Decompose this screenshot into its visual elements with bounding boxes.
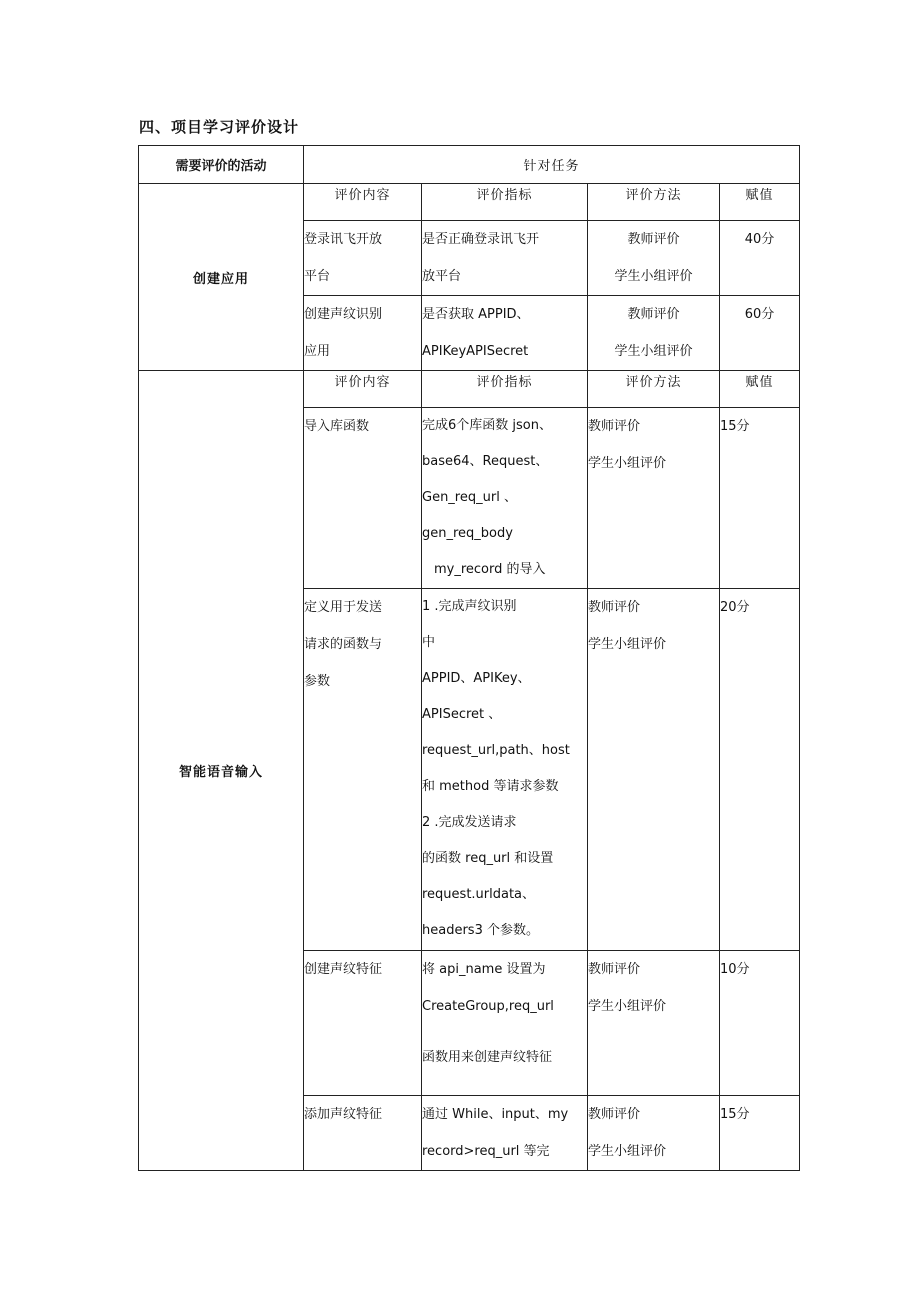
indicator-cell: 完成6个库函数 json、 base64、Request、 Gen_req_url 、 gen_req_body my_record 的导入 [422, 408, 588, 589]
score-cell: 15分 [720, 408, 800, 589]
method-cell: 教师评价 学生小组评价 [588, 408, 720, 589]
method-cell: 教师评价 学生小组评价 [588, 589, 720, 951]
method-cell: 教师评价 学生小组评价 [588, 296, 720, 371]
score-cell: 10分 [720, 951, 800, 1096]
activity-column-header: 需要评价的活动 [139, 146, 304, 184]
indicator-cell: 1 .完成声纹识别 中 APPID、APIKey、 APISecret 、 request_url,path、host 和 method 等请求参数 2 .完成发送请求 的函数 req_url 和设置 request.urldata、 headers3 个参数。 [422, 589, 588, 951]
method-cell: 教师评价 学生小组评价 [588, 221, 720, 296]
method-cell: 教师评价 学生小组评价 [588, 1096, 720, 1171]
evaluation-table [138, 145, 800, 1171]
activity-cell: 智能语音输入 [139, 371, 304, 1171]
sub-header-indicator: 评价指标 [422, 184, 588, 221]
sub-header-row [139, 371, 800, 408]
sub-header-content: 评价内容 [304, 371, 422, 408]
indicator-cell: 通过 While、input、my record>req_url 等完 [422, 1096, 588, 1171]
sub-header-method: 评价方法 [588, 371, 720, 408]
score-cell: 15分 [720, 1096, 800, 1171]
score-cell: 60分 [720, 296, 800, 371]
sub-header-row [139, 184, 800, 221]
score-cell: 40分 [720, 221, 800, 296]
sub-header-score: 赋值 [720, 371, 800, 408]
indicator-cell: 是否获取 APPID、 APIKeyAPISecret [422, 296, 588, 371]
content-cell: 定义用于发送 请求的函数与 参数 [304, 589, 422, 951]
content-cell: 添加声纹特征 [304, 1096, 422, 1171]
task-column-header: 针对任务 [304, 146, 800, 184]
content-cell: 创建声纹特征 [304, 951, 422, 1096]
sub-header-score: 赋值 [720, 184, 800, 221]
section-heading: 四、项目学习评价设计 [139, 118, 300, 136]
activity-cell: 创建应用 [139, 184, 304, 371]
sub-header-indicator: 评价指标 [422, 371, 588, 408]
indicator-cell: 将 api_name 设置为 CreateGroup,req_url 函数用来创建声纹特征 [422, 951, 588, 1096]
indicator-cell: 是否正确登录讯飞开 放平台 [422, 221, 588, 296]
content-cell: 导入库函数 [304, 408, 422, 589]
method-cell: 教师评价 学生小组评价 [588, 951, 720, 1096]
content-cell: 创建声纹识别 应用 [304, 296, 422, 371]
content-cell: 登录讯飞开放 平台 [304, 221, 422, 296]
sub-header-content: 评价内容 [304, 184, 422, 221]
score-cell: 20分 [720, 589, 800, 951]
table-header-row [139, 146, 800, 184]
sub-header-method: 评价方法 [588, 184, 720, 221]
